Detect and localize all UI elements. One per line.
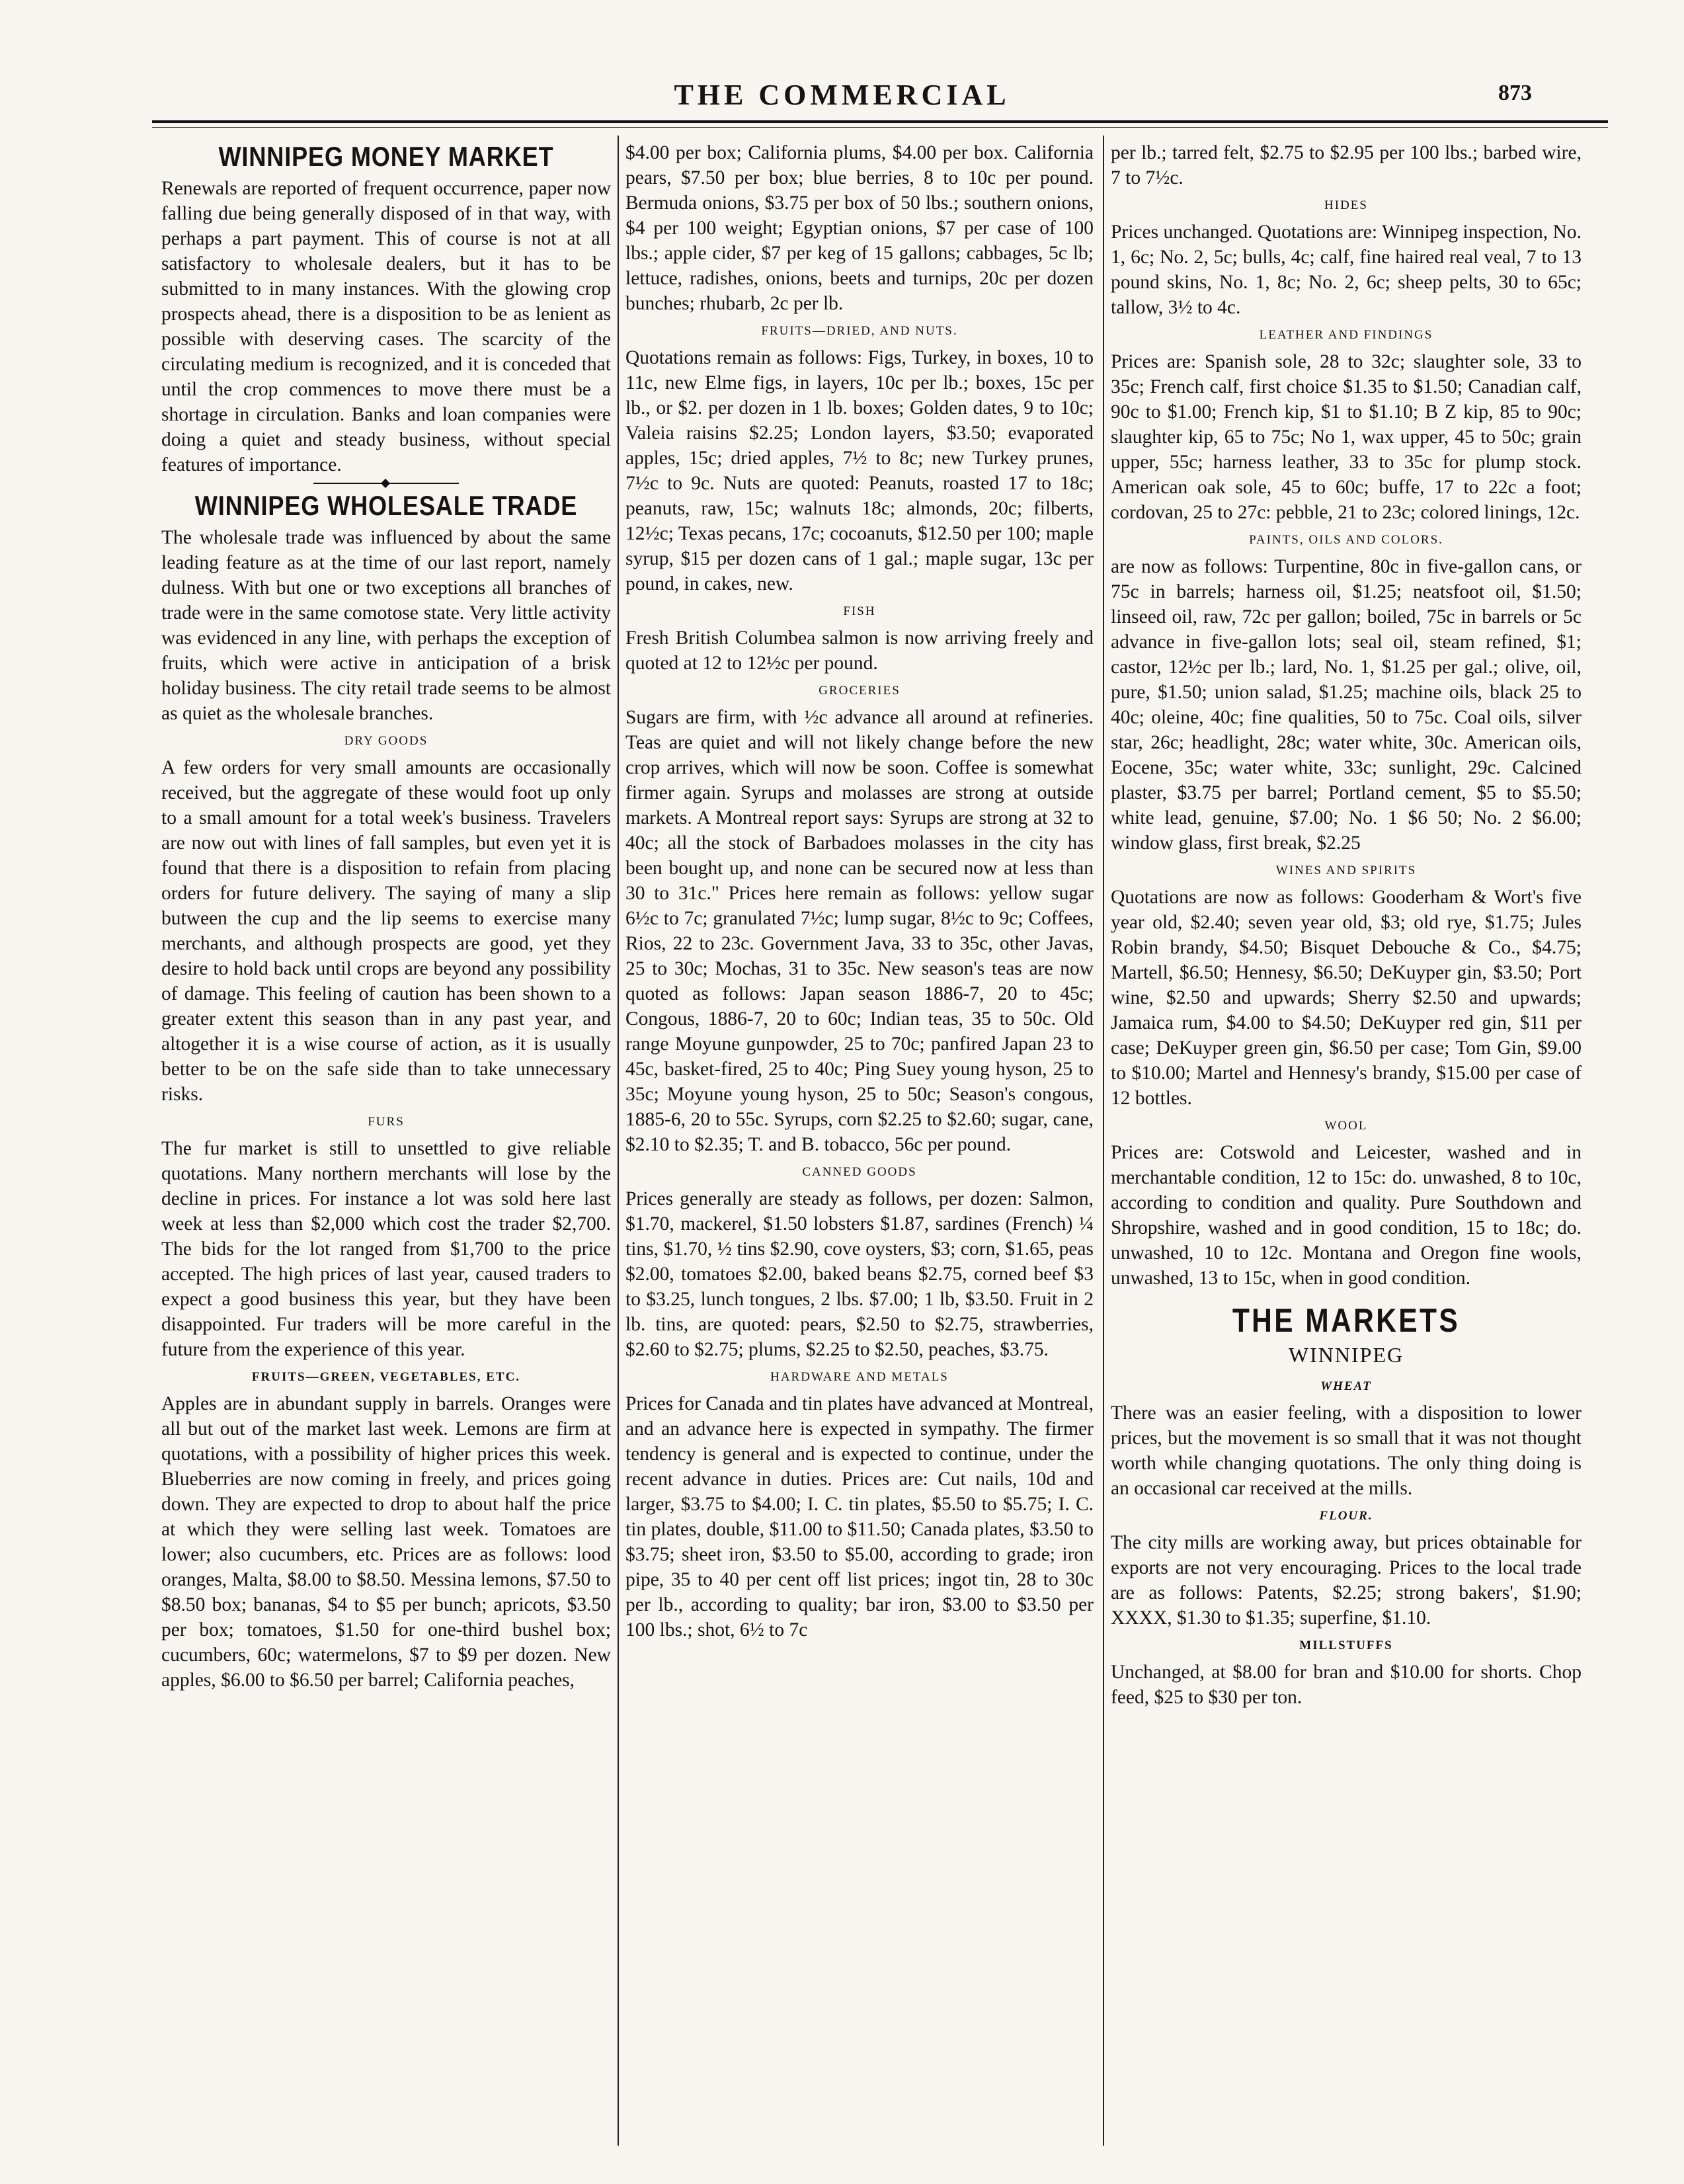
masthead-rule bbox=[152, 120, 1608, 123]
column-3 bbox=[1111, 140, 1582, 2144]
leather-heading: LEATHER AND FINDINGS bbox=[1259, 328, 1433, 342]
column-1 bbox=[161, 140, 611, 2144]
canned-goods-text: Prices generally are steady as follows, per dozen: Salmon, $1.70, mackerel, $1.50 lobsters $1.87, sardines (French) ¼ tins, $1.70, ½ tins $2.90, cove oysters, $3; corn, $1.65, peas $2.00, tomatoes $2.00, baked beans $2.75, corned beef $3 to $3.25, lunch tongues, 2 lbs. $7.00; 1 lb, $3.50. Fruit in 2 lb. tins, are quoted: pears, $2.50 to $2.75, strawberries, $2.60 to $2.75; plums, $2.25 to $2.50, peaches, $3.75. bbox=[625, 1188, 1094, 1360]
paints-heading: PAINTS, OILS AND COLORS. bbox=[1249, 533, 1443, 547]
furs-heading: FURS bbox=[368, 1115, 405, 1129]
markets-city: WINNIPEG bbox=[1288, 1343, 1404, 1367]
dry-goods-text: A few orders for very small amounts are occasionally received, but the aggregate of these would foot up only to a small amount for a total week's business. Travelers are now out with lines of fall samples, but even yet it is found that there is a disposition to refain from placing orders for future delivery. The saying of many a slip butween the cup and the lip seems to exercise many merchants, and although prospects are good, yet they desire to hold back until crops are beyond any possibility of damage. This feeling of caution has been shown to a greater extent this season than in any past year, and altogether it is a wise course of action, as it is usually better to be on the safe side than to take unnecessary risks. bbox=[161, 757, 611, 1105]
furs-text: The fur market is still to unsettled to give reliable quotations. Many northern merchants will lose by the decline in prices. For instance a lot was sold here last week at less than $2,000 which cost the trader $2,700. The bids for the lot ranged from $1,700 to the price accepted. The high prices of last year, caused traders to expect a good business this year, but they have been disappointed. Fur traders will be more careful in the future from the experience of this year. bbox=[161, 1138, 611, 1360]
wholesale-trade-heading: WINNIPEG WHOLESALE TRADE bbox=[194, 490, 578, 521]
hardware-heading: HARDWARE AND METALS bbox=[770, 1370, 949, 1384]
flour-text: The city mills are working away, but prices obtainable for exports are not very encouraging. Prices to the local trade are as follows: Patents, $2.25; strong bakers', $1.90; XXXX, $1.30 to $1.35; superfine, $1.10. bbox=[1111, 1532, 1582, 1629]
wool-heading: WOOL bbox=[1324, 1119, 1368, 1133]
wheat-heading: WHEAT bbox=[1320, 1379, 1372, 1393]
millstuffs-text: Unchanged, at $8.00 for bran and $10.00 for shorts. Chop feed, $25 to $30 per ton. bbox=[1111, 1662, 1582, 1708]
fruits-continued-text: $4.00 per box; California plums, $4.00 per box. California pears, $7.50 per box; blue berries, 8 to 10c per pound. Bermuda onions, $3.75 per box of 50 lbs.; southern onions, $4 per 100 weight; Egyptian onions, $7 per case of 100 lbs.; apple cider, $7 per keg of 15 gallons; cabbages, 5c lb; lettuce, radishes, onions, beets and turnips, 20c per dozen bunches; rhubarb, 2c per lb. bbox=[625, 142, 1094, 314]
millstuffs-heading: MILLSTUFFS bbox=[1299, 1638, 1393, 1652]
section-separator bbox=[313, 483, 459, 484]
hides-text: Prices unchanged. Quotations are: Winnipeg inspection, No. 1, 6c; No. 2, 5c; bulls, 4c; calf, fine haired real veal, 7 to 13 pound skins, No. 1, 8c; No. 2, 6c; sheep pelts, 30 to 65c; tallow, 3½ to 4c. bbox=[1111, 222, 1582, 318]
wines-heading: WINES AND SPIRITS bbox=[1275, 864, 1417, 877]
fruits-green-text: Apples are in abundant supply in barrels. Oranges were all but out of the market last week. Lemons are firm at quotations, with a possibility of higher prices this week. Blueberries are now coming in freely, and prices going down. They are expected to drop to about half the price at which they were selling last week. Tomatoes are lower; also cucumbers, etc. Prices are as follows: lood oranges, Malta, $8.00 to $8.50. Messina lemons, $7.50 to $8.50 box; bananas, $4 to $5 per bunch; apricots, $3.50 per box; tomatoes, $1.50 for one-third bushel box; cucumbers, 60c; watermelons, $7 to $9 per dozen. New apples, $6.00 to $6.50 per barrel; California peaches, bbox=[161, 1393, 611, 1691]
fruits-dried-heading: FRUITS—DRIED, AND NUTS. bbox=[761, 324, 958, 338]
hides-heading: HIDES bbox=[1324, 198, 1368, 212]
money-market-text: Renewals are reported of frequent occurrence, paper now falling due being generally disposed of in that way, with perhaps a part payment. This of course is not at all satisfactory to wholesale dealers, but it has to be submitted to in many instances. With the glowing crop prospects ahead, there is a disposition to be as lenient as possible with deserving cases. The scarcity of the circulating medium is recognized, and it is conceded that until the crop commences to move there must be a shortage in circulation. Banks and loan companies were doing a quiet and steady business, without special features of importance. bbox=[161, 178, 611, 475]
markets-heading: THE MARKETS bbox=[1232, 1302, 1461, 1339]
paints-text: are now as follows: Turpentine, 80c in five-gallon cans, or 75c in barrels; harness oil, $1.25; neatsfoot oil, $1.50; linseed oil, raw, 72c per gallon; boiled, 75c in barrels or 5c advance in five-gallon lots; seal oil, steam refined, $1; castor, 12½c per lb.; lard, No. 1, $1.25 per gal.; olive, oil, pure, $1.50; union salad, $1.25; machine oils, black 25 to 40c; oleine, 40c; fine qualities, 50 to 75c. Coal oils, silver star, 26c; headlight, 28c; water white, 30c. American oils, Eocene, 35c; water white, 33c; sunlight, 29c. Calcined plaster, $3.75 per barrel; Portland cement, $5 to $5.50; white lead, genuine, $7.00; No. 1 $6 50; No. 2 $6.00; window glass, first break, $2.25 bbox=[1111, 556, 1582, 854]
wheat-text: There was an easier feeling, with a disposition to lower prices, but the movement is so small that it was not thought worth while changing quotations. The only thing doing is an occasional car received at the mills. bbox=[1111, 1402, 1582, 1499]
wool-text: Prices are: Cotswold and Leicester, washed and in merchantable condition, 12 to 15c: do. unwashed, 8 to 10c, according to condition and quality. Pure Southdown and Shropshire, washed and in good condition, 15 to 18c; do. unwashed, 10 to 12c. Montana and Oregon fine wools, unwashed, 13 to 15c, when in good condition. bbox=[1111, 1142, 1582, 1289]
column-2 bbox=[625, 140, 1094, 2144]
newspaper-title: THE COMMERCIAL bbox=[674, 79, 1010, 111]
hardware-text: Prices for Canada and tin plates have advanced at Montreal, and an advance here is expected in sympathy. The firmer tendency is general and is expected to continue, under the recent advance in duties. Prices are: Cut nails, 10d and larger, $3.75 to $4.00; I. C. tin plates, $5.50 to $5.75; I. C. tin plates, double, $11.00 to $11.50; Canada plates, $3.50 to $3.75; sheet iron, $3.50 to $5.00, according to grade; iron pipe, 35 to 40 per cent off list prices; ingot tin, 28 to 30c per lb., according to quality; bar iron, $3.00 to $3.50 per 100 lbs.; shot, 6½ to 7c bbox=[625, 1393, 1094, 1640]
dry-goods-heading: DRY GOODS bbox=[344, 734, 428, 748]
column-divider-2 bbox=[1103, 136, 1104, 2146]
hardware-continued-text: per lb.; tarred felt, $2.75 to $2.95 per 100 lbs.; barbed wire, 7 to 7½c. bbox=[1111, 142, 1582, 188]
groceries-text: Sugars are firm, with ½c advance all around at refineries. Teas are quiet and will not likely change before the new crop arrives, which will now be soon. Coffee is somewhat firmer again. Syrups and molasses are strong at outside markets. A Montreal report says: Syrups are strong at 32 to 40c; all the stock of Barbadoes molasses in the city has been bought up, and none can be secured now at less than 30 to 31c." Prices here remain as follows: yellow sugar 6½c to 7c; granulated 7½c; lump sugar, 8½c to 9c; Coffees, Rios, 22 to 23c. Government Java, 33 to 35c, other Javas, 25 to 30c; Mochas, 31 to 35c. New season's teas are now quoted as follows: Japan season 1886-7, 20 to 45c; Congous, 1886-7, 20 to 60c; Indian teas, 35 to 50c. Old range Moyune gunpowder, 25 to 70c; panfired Japan 23 to 45c, basket-fired, 25 to 40c; Ping Suey young hyson, 25 to 35c; Moyune young hyson, 25 to 50c; Season's congous, 1885-6, 20 to 55c. Syrups, corn $2.25 to $2.60; sugar, cane, $2.10 to $2.35; T. and B. tobacco, 56c per pound. bbox=[625, 707, 1094, 1155]
fish-heading: FISH bbox=[843, 604, 876, 618]
flour-heading: FLOUR. bbox=[1319, 1509, 1373, 1523]
masthead-rule-thin bbox=[152, 127, 1608, 128]
masthead bbox=[152, 78, 1532, 118]
wines-text: Quotations are now as follows: Gooderham & Wort's five year old, $2.40; seven year old, $3; old rye, $1.75; Jules Robin brandy, $4.50; Bisquet Debouche & Co., $4.75; Martell, $6.50; Hennesy, $6.50; DeKuyper gin, $3.50; Port wine, $2.50 and upwards; Sherry $2.50 and upwards; Jamaica rum, $4.00 to $4.50; DeKuyper red gin, $11 per case; DeKuyper green gin, $6.50 per case; Tom Gin, $9.00 to $10.00; Martel and Hennesy's brandy, $15.00 per case of 12 bottles. bbox=[1111, 887, 1582, 1109]
column-divider-1 bbox=[618, 136, 619, 2146]
fruits-dried-text: Quotations remain as follows: Figs, Turkey, in boxes, 10 to 11c, new Elme figs, in layers, 10c per lb.; boxes, 15c per lb., or $2. per dozen in 1 lb. boxes; Golden dates, 9 to 10c; Valeia raisins $2.25; London layers, $3.50; evaporated apples, 15c; dried apples, 7½ to 8c; new Turkey prunes, 7½c to 9c. Nuts are quoted: Peanuts, roasted 17 to 18c; peanuts, raw, 15c; walnuts 18c; almonds, 20c; filberts, 12½c; Texas pecans, 17c; cocoanuts, $12.50 per 100; maple syrup, $15 per dozen cans of 1 gal.; maple sugar, 13c per pound, in cakes, new. bbox=[625, 347, 1094, 594]
wholesale-trade-text: The wholesale trade was influenced by about the same leading feature as at the time of our last report, namely dulness. With but one or two exceptions all branches of trade were in the same comotose state. Very little activity was evidenced in any line, with perhaps the exception of fruits, which were active in anticipation of a brisk holiday business. The city retail trade seems to be almost as quiet as the wholesale branches. bbox=[161, 527, 611, 724]
fish-text: Fresh British Columbea salmon is now arriving freely and quoted at 12 to 12½c per pound. bbox=[625, 627, 1094, 674]
canned-goods-heading: CANNED GOODS bbox=[802, 1165, 917, 1179]
leather-text: Prices are: Spanish sole, 28 to 32c; slaughter sole, 33 to 35c; French calf, first choice $1.35 to $1.50; Canadian calf, 90c to $1.00; French kip, $1 to $1.10; B Z kip, 85 to 90c; slaughter kip, 65 to 75c; No 1, wax upper, 45 to 50c; grain upper, 55c; harness leather, 33 to 35c for plump stock. American oak sole, 45 to 60c; buffe, 17 to 22c a foot; cordovan, 25 to 27c: pebble, 21 to 23c; colored linings, 12c. bbox=[1111, 351, 1582, 523]
fruits-green-heading: FRUITS—GREEN, VEGETABLES, ETC. bbox=[251, 1370, 521, 1384]
groceries-heading: GROCERIES bbox=[819, 684, 901, 698]
money-market-heading: WINNIPEG MONEY MARKET bbox=[218, 141, 554, 172]
page-number: 873 bbox=[1498, 81, 1532, 105]
